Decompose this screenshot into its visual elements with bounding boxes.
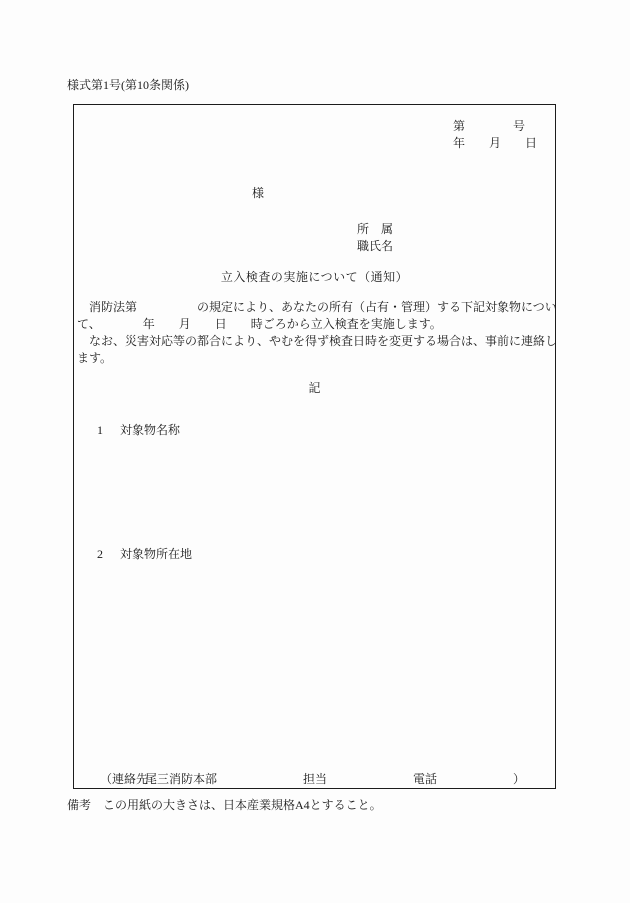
list-item-1 (85, 406, 180, 453)
body-line: なお、災害対応等の都合により、やむを得ず検査日時を変更する場合は、事前に連絡し (77, 334, 558, 348)
body-line: 消防法第 の規定により、あなたの所有（占有・管理）する下記対象物につい (77, 300, 557, 314)
date-line: 年 月 日 (453, 136, 538, 150)
item-number: 2 (97, 547, 103, 561)
item-label: 対象物所在地 (120, 547, 193, 561)
ki-heading: 記 (308, 381, 321, 395)
item-number: 1 (97, 423, 103, 437)
sender-affiliation-label: 所 属 (357, 222, 394, 236)
contact-close-paren: ） (513, 772, 526, 786)
contact-phone-label: 電話 (413, 772, 438, 786)
contact-open-label: （連絡先 (100, 772, 149, 786)
contact-organization: 尾三消防本部 (145, 772, 218, 786)
contact-staff-label: 担当 (303, 772, 328, 786)
sender-name-label: 職氏名 (357, 239, 394, 253)
body-line: ます。 (77, 351, 113, 365)
body-line: て、 年 月 日 時ごろから立入検査を実施します。 (77, 317, 442, 331)
list-item-2 (85, 530, 192, 577)
doc-number-line: 第 号 (453, 119, 526, 133)
addressee-suffix: 様 (252, 186, 265, 200)
document-title: 立入検査の実施について（通知） (220, 270, 409, 284)
remark-note: 備考 この用紙の大きさは、日本産業規格A4とすること。 (67, 798, 382, 812)
form-label: 様式第1号(第10条関係) (67, 78, 189, 92)
body-paragraph (77, 299, 558, 367)
item-label: 対象物名称 (120, 423, 181, 437)
